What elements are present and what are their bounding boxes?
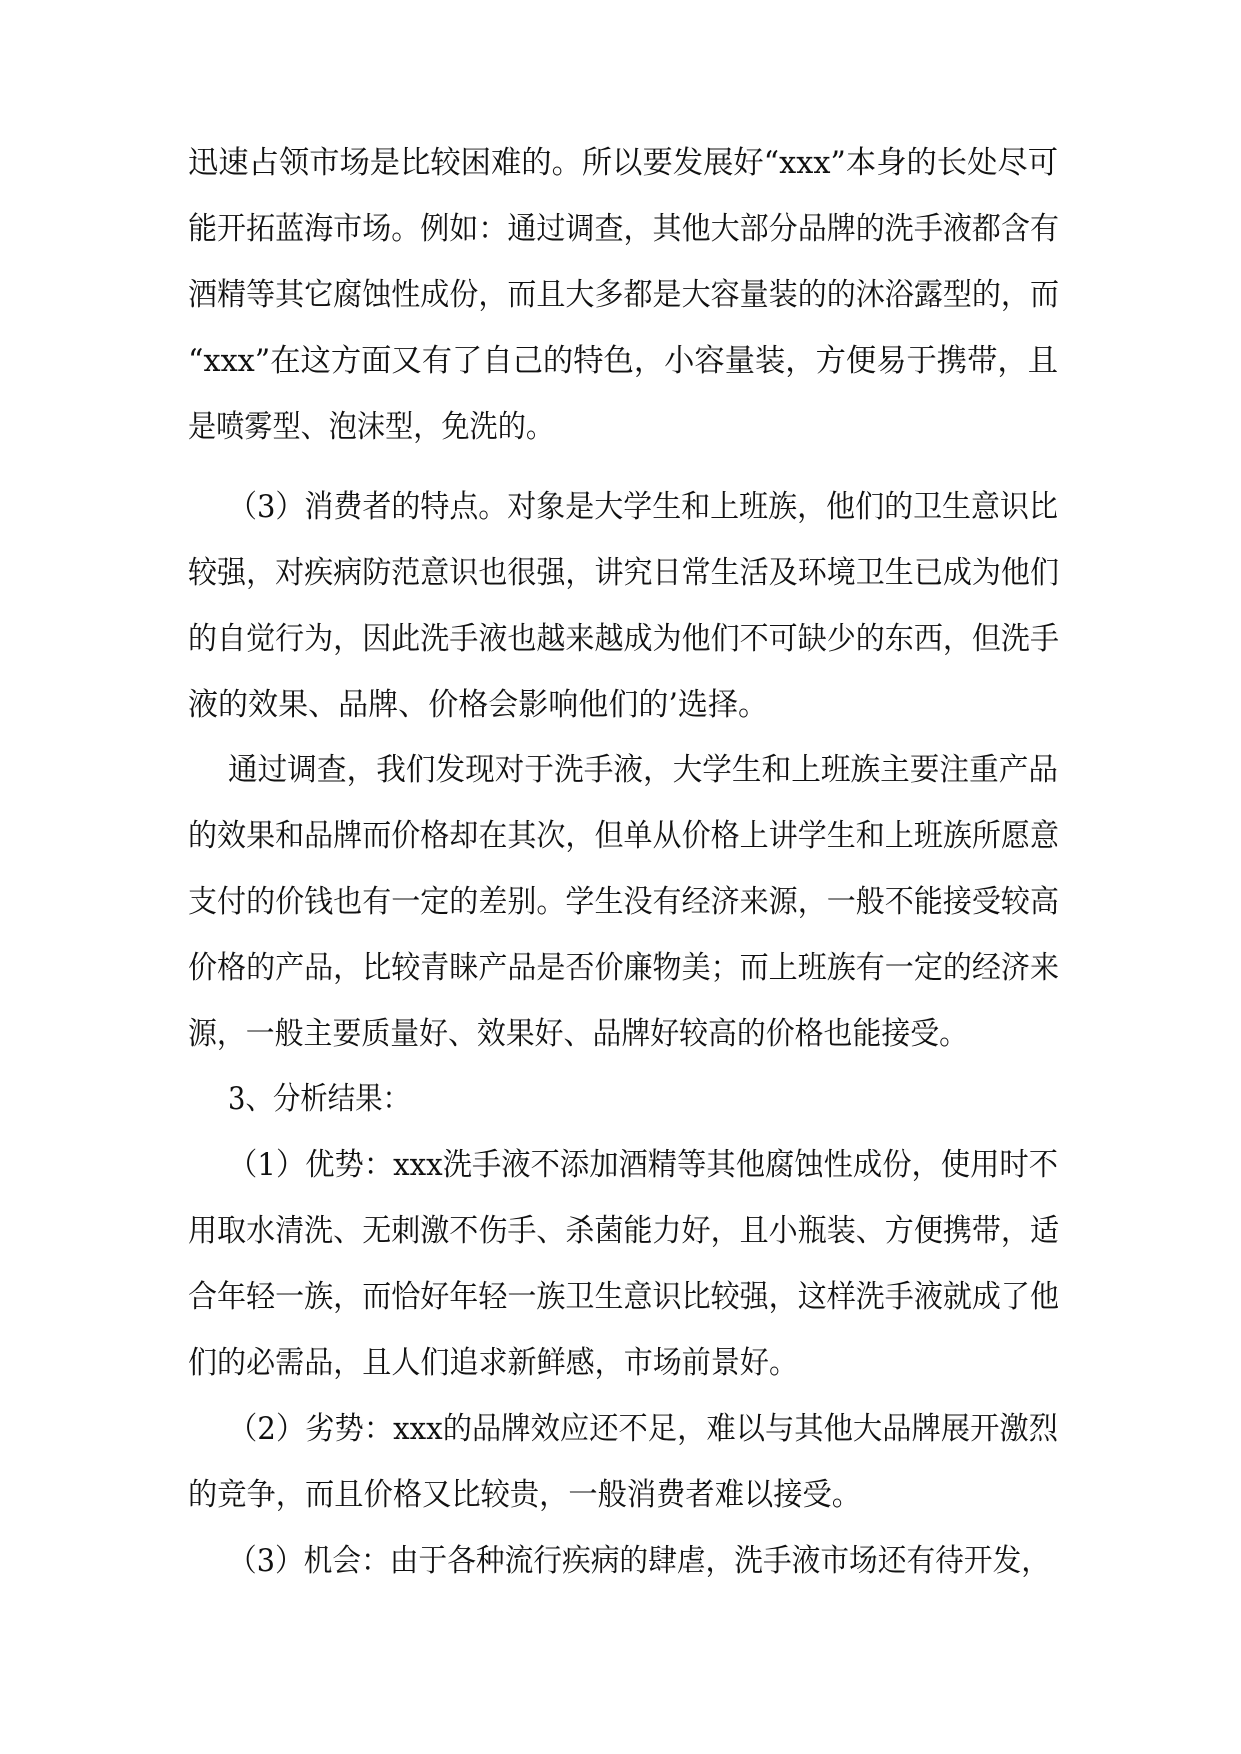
text-line: 们的必需品，且人们追求新鲜感，市场前景好。 xyxy=(188,1345,798,1381)
text-line: （2）劣势：xxx的品牌效应还不足，难以与其他大品牌展开激烈 xyxy=(228,1411,1058,1447)
text-line: 合年轻一族，而恰好年轻一族卫生意识比较强，这样洗手液就成了他 xyxy=(188,1279,1059,1315)
text-line: 价格的产品，比较青睐产品是否价廉物美；而上班族有一定的经济来 xyxy=(188,950,1059,986)
text-line: 是喷雾型、泡沫型，免洗的。 xyxy=(188,409,554,445)
text-line: （3）消费者的特点。对象是大学生和上班族，他们的卫生意识比 xyxy=(228,489,1058,525)
text-line: 用取水清洗、无刺激不伤手、杀菌能力好，且小瓶装、方便携带，适 xyxy=(188,1213,1059,1249)
text-line: 迅速占领市场是比较困难的。所以要发展好“xxx”本身的长处尽可 xyxy=(188,145,1058,181)
text-line: 酒精等其它腐蚀性成份，而且大多都是大容量装的的沐浴露型的，而 xyxy=(188,277,1059,313)
text-line: 源，一般主要质量好、效果好、品牌好较高的价格也能接受。 xyxy=(188,1016,968,1052)
text-line: （3）机会：由于各种流行疾病的肆虐，洗手液市场还有待开发， xyxy=(228,1543,1050,1579)
text-line: 的竞争，而且价格又比较贵，一般消费者难以接受。 xyxy=(188,1477,861,1513)
text-line: 的自觉行为，因此洗手液也越来越成为他们不可缺少的东西，但洗手 xyxy=(188,621,1059,657)
text-line: 通过调查，我们发现对于洗手液，大学生和上班族主要注重产品 xyxy=(228,752,1058,788)
text-line: 的效果和品牌而价格却在其次，但单从价格上讲学生和上班族所愿意 xyxy=(188,818,1059,854)
text-line: 较强，对疾病防范意识也很强，讲究日常生活及环境卫生已成为他们 xyxy=(188,555,1059,591)
text-line: 支付的价钱也有一定的差别。学生没有经济来源，一般不能接受较高 xyxy=(188,884,1059,920)
text-line: 能开拓蓝海市场。例如：通过调查，其他大部分品牌的洗手液都含有 xyxy=(188,211,1059,247)
text-line: 液的效果、品牌、价格会影响他们的’选择。 xyxy=(188,687,768,723)
text-line: （1）优势：xxx洗手液不添加酒精等其他腐蚀性成份，使用时不 xyxy=(228,1147,1058,1183)
section-heading: 3、分析结果： xyxy=(228,1081,410,1117)
text-line: “xxx”在这方面又有了自己的特色，小容量装，方便易于携带，且 xyxy=(188,343,1058,379)
